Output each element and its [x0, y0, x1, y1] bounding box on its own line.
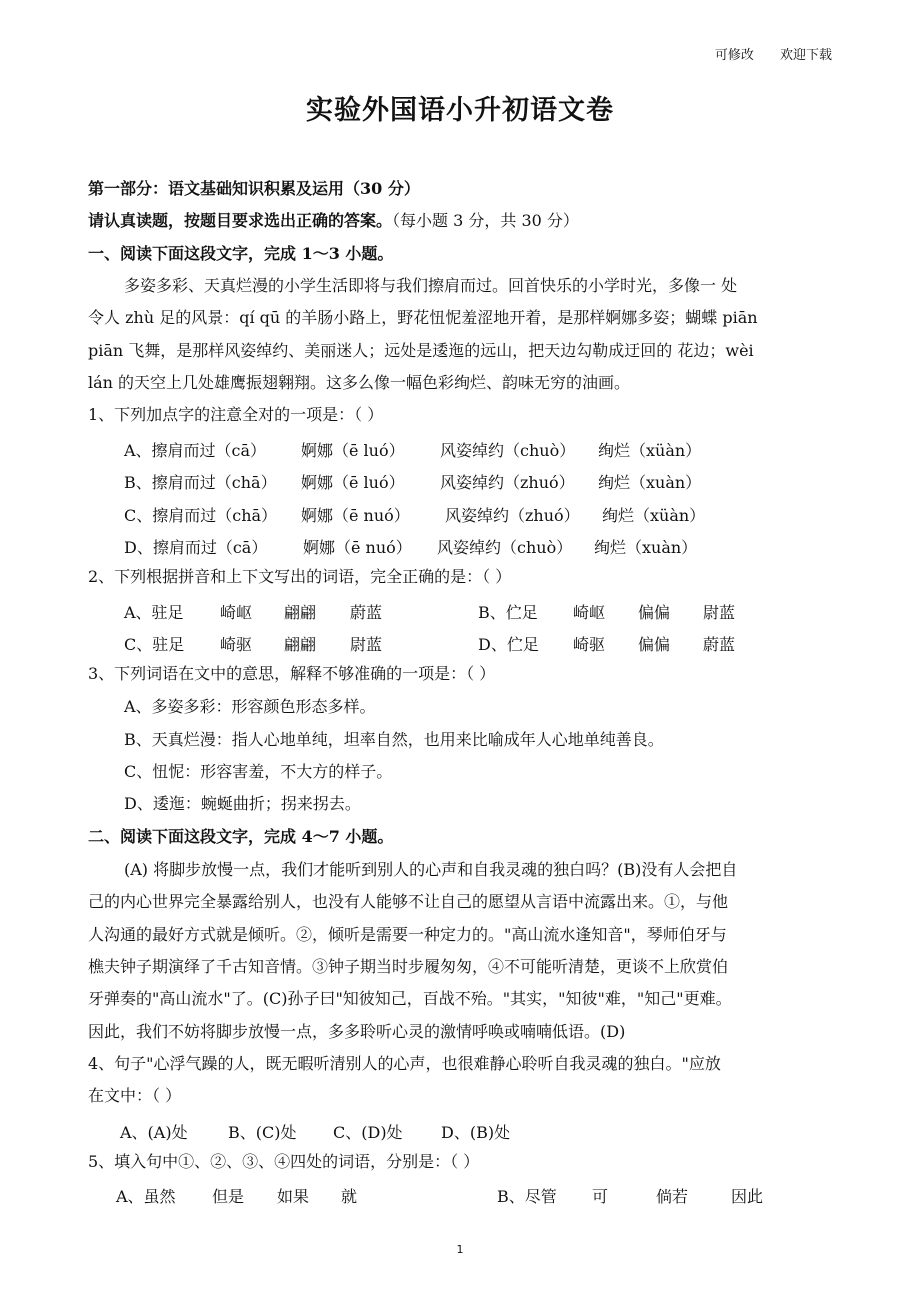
q4-option-d: D、(B)处: [441, 1123, 511, 1142]
header-note-editable: 可修改: [714, 48, 754, 63]
section1-passage-line: lán 的天空上几处雄鹰振翅翱翔。这多么像一幅色彩绚烂、韵味无穷的油画。: [88, 373, 631, 392]
section2-passage-line: 己的内心世界完全暴露给别人，也没有人能够不让自己的愿望从言语中流露出来。①，与他: [88, 892, 729, 911]
option-part: D、伫足: [478, 635, 539, 654]
option-part: 风姿绰约（chuò）: [440, 441, 576, 460]
q3-stem: 3、下列词语在文中的意思，解释不够准确的一项是：（ ）: [88, 664, 496, 683]
option-part: 绚烂（xüàn）: [602, 506, 706, 525]
option-part: B、尽管: [497, 1187, 557, 1206]
option-part: 绚烂（xuàn）: [598, 473, 702, 492]
option-part: 就: [341, 1187, 358, 1206]
option-part: 蔚蓝: [350, 603, 383, 622]
section1-passage-line: 令人 zhù 足的风景：qí qū 的羊肠小路上，野花忸怩羞涩地开着，是那样婀娜多姿；蝴蝶 piān: [88, 308, 758, 327]
option-part: 如果: [277, 1187, 310, 1206]
option-part: C、驻足: [124, 635, 185, 654]
option-part: 风姿绰约（zhuó）: [440, 473, 575, 492]
section2-passage-line: 樵夫钟子期演绎了千古知音情。③钟子期当时步履匆匆，④不可能听清楚，更谈不上欣赏伯: [88, 957, 729, 976]
q4-option-c: C、(D)处: [333, 1123, 403, 1142]
section2-passage-line: 牙弹奏的"高山流水"了。(C)孙子曰"知彼知己，百战不殆。"其实，"知彼"难，"知己"更难。: [88, 989, 732, 1008]
option-part: 偏偏: [638, 603, 671, 622]
option-part: 尉蓝: [703, 603, 736, 622]
option-part: A、驻足: [124, 603, 184, 622]
option-part: 蔚蓝: [703, 635, 736, 654]
option-part: B、伫足: [478, 603, 538, 622]
page-title: 实验外国语小升初语文卷: [306, 95, 614, 126]
q4-stem-cont: 在文中：（ ）: [88, 1086, 182, 1105]
option-part: 婀娜（ē luó）: [301, 441, 405, 460]
part1-instruction: [88, 211, 579, 231]
part1-instruction-note: （每小题 3 分，共 30 分）: [392, 211, 579, 230]
section2-heading: 二、阅读下面这段文字，完成 4～7 小题。: [88, 827, 394, 846]
page-number: 1: [456, 1243, 464, 1256]
header-note-download: 欢迎下载: [779, 48, 832, 63]
section2-passage-line: 因此，我们不妨将脚步放慢一点，多多聆听心灵的激情呼唤或喃喃低语。(D): [88, 1022, 626, 1041]
option-part: 崎驱: [573, 635, 606, 654]
option-part: 但是: [212, 1187, 245, 1206]
option-part: 偏偏: [638, 635, 671, 654]
q3-option-a: A、多姿多彩：形容颜色形态多样。: [124, 697, 376, 716]
option-part: 绚烂（xuàn）: [594, 538, 698, 557]
option-part: 倘若: [656, 1187, 689, 1206]
option-part: 崎驱: [220, 635, 253, 654]
q3-option-c: C、忸怩：形容害羞，不大方的样子。: [124, 762, 393, 781]
section2-passage-line: (A) 将脚步放慢一点，我们才能听到别人的心声和自我灵魂的独白吗？(B)没有人会把自: [124, 860, 738, 879]
option-part: 婀娜（ē nuó）: [301, 506, 410, 525]
q2-stem: 2、下列根据拼音和上下文写出的词语，完全正确的是：（ ）: [88, 567, 512, 586]
header-note: [693, 44, 832, 63]
section2-passage-line: 人沟通的最好方式就是倾听。②，倾听是需要一种定力的。"高山流水逢知音"，琴师伯牙与: [88, 925, 727, 944]
option-part: 婀娜（ē nuó）: [303, 538, 412, 557]
option-part: 崎岖: [573, 603, 606, 622]
option-part: 崎岖: [220, 603, 253, 622]
option-part: 绚烂（xüàn）: [598, 441, 702, 460]
option-part: C、擦肩而过（chā）: [124, 506, 278, 525]
q4-option-a: A、(A)处: [120, 1123, 188, 1142]
section1-passage-line: piān 飞舞，是那样风姿绰约、美丽迷人；远处是逶迤的远山，把天边勾勒成迂回的 花边；wèi: [88, 341, 754, 360]
part1-heading: 第一部分：语文基础知识积累及运用（30 分）: [88, 179, 420, 198]
option-part: A、虽然: [116, 1187, 176, 1206]
option-part: 风姿绰约（chuò）: [437, 538, 573, 557]
option-part: 翩翩: [284, 603, 317, 622]
part1-instruction-bold: 请认真读题，按题目要求选出正确的答案。: [88, 211, 393, 230]
option-part: A、擦肩而过（cā）: [124, 441, 267, 460]
option-part: D、擦肩而过（cā）: [124, 538, 268, 557]
q1-stem: 1、下列加点字的注意全对的一项是：（ ）: [88, 405, 384, 424]
option-part: 可: [592, 1187, 609, 1206]
section1-passage-line: 多姿多彩、天真烂漫的小学生活即将与我们擦肩而过。回首快乐的小学时光，多像一 处: [124, 276, 738, 295]
section1-heading: 一、阅读下面这段文字，完成 1～3 小题。: [88, 244, 394, 263]
option-part: 风姿绰约（zhuó）: [445, 506, 580, 525]
q5-stem: 5、填入句中①、②、③、④四处的词语，分别是：（ ）: [88, 1152, 480, 1171]
option-part: 翩翩: [284, 635, 317, 654]
q4-stem: 4、句子"心浮气躁的人，既无暇听清别人的心声，也很难静心聆听自我灵魂的独白。"应放: [88, 1054, 721, 1073]
option-part: B、擦肩而过（chā）: [124, 473, 277, 492]
option-part: 因此: [731, 1187, 764, 1206]
option-part: 尉蓝: [350, 635, 383, 654]
q3-option-b: B、天真烂漫：指人心地单纯，坦率自然，也用来比喻成年人心地单纯善良。: [124, 730, 664, 749]
option-part: 婀娜（ē luó）: [301, 473, 405, 492]
q3-option-d: D、逶迤：蜿蜒曲折；拐来拐去。: [124, 794, 361, 813]
q4-option-b: B、(C)处: [228, 1123, 297, 1142]
